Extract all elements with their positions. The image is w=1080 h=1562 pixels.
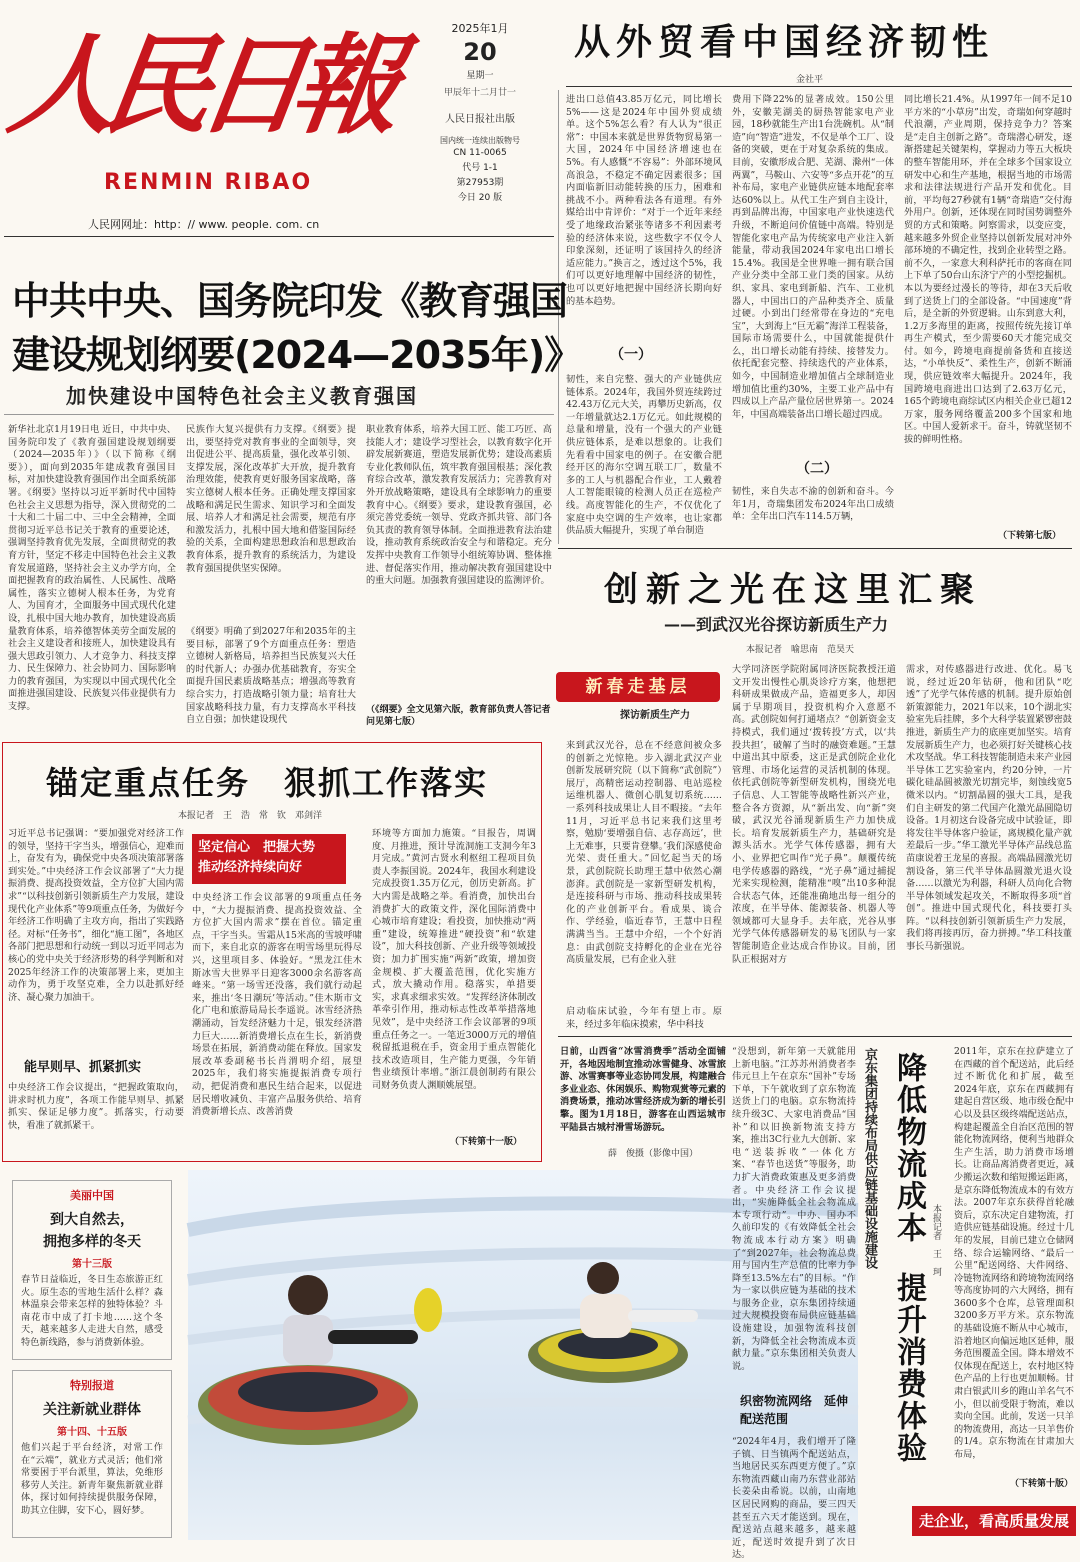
lead-subtitle: 加快建设中国特色社会主义教育强国 [66, 384, 418, 408]
sidebar-box-2[interactable] [12, 1370, 172, 1538]
redbox-byline: 本报记者 王 浩 常 钦 邓剑洋 [178, 811, 323, 821]
lead-col1: 新华社北京1月19日电 近日，中共中央、国务院印发了《教育强国建设规划纲要（2024—2035年）》（以下简称《纲要》），面向到2035年建成教育强国目标，对加快建设教育强国作出全面系统部署。《纲要》坚持以习近平新时代中国特色社会主义思想为指导，深入贯彻党的二十大和二十届二中、三中全会精神，全面贯彻习近平总书记关于教育的重要论述，强调坚持教育优先发展，全面贯彻党的教育方针，坚定不移走中国特色社会主义教育发展道路，坚持社会主义办学方向，全面把握教育的政治属性、人民属性、战略属性，落实立德树人根本任务，为党育人、为国育才，全面服务中国式现代化建设，扎根中国大地办教育，加快建设高质量教育体系，培养德智体美劳全面发展的社会主义建设者和接班人，加快建设具有强大思政引领力、人才竞争力、科技支撑力、民生保障力、社会协同力、国际影响力的教育强国，为实现以中国式现代化全面推进强国建设、民族复兴伟业提供有力支撑。 [8, 424, 176, 713]
date-day: 20 [463, 38, 497, 66]
cn-number: CN 11-0065 [453, 148, 507, 158]
redbox-banner [192, 834, 346, 884]
top-story-col2b: 韧性，来自失志不渝的创新和奋斗。今年1月，奇瑞集团发布2024年出口成绩单：全年出口汽车114.5万辆， [732, 486, 894, 523]
box2-title: 关注新就业群体 [43, 1402, 141, 1418]
footer-banner[interactable]: 走企业，看高质量发展 [912, 1506, 1076, 1536]
publisher: 人民日报社出版 [445, 114, 515, 125]
box2-kicker: 特别报道 [70, 1379, 114, 1392]
logistics-title-2[interactable]: 提升消费体验 [891, 1272, 926, 1464]
new-spring-badge [556, 672, 720, 728]
top-story-col1: 进出口总值43.85万亿元，同比增长5%——这是2024年中国外贸成绩单。这个5%怎么看？有人认为“很正常”：中国本来就是世界货物贸易第一大国，2024年中国经济增速也在5%。有人感慨“不容易”：外部环境风高浪急，不稳定不确定因素很多；国内面临新旧动能转换的压力，困难和挑战不小。两种看法各有道理。有外媒给出中肯评价：“对于一个近年来经受了地缘政治紧张等诸多不利因素考验的经济体来说，这些数字不仅令人印象深刻，还证明了该国持久的经济适应能力。”换言之，透过这个5%，我们可以更好地理解中国经济的韧性，也可以更好地把握中国经济长期向好的基本趋势。 [566, 94, 722, 307]
lead-col3: 职业教育体系，培养大国工匠、能工巧匠、高技能人才；建设学习型社会，以教育数字化开辟发展新赛道，塑造发展新优势；建设高素质专业化教师队伍，筑牢教育强国根基；深化教育综合改革，激发教育发展活力；完善教育对外开放战略策略，建设具有全球影响力的重要教育中心。《纲要》要求，建设教育强国，必须完善党委统一领导、党政齐抓共管、部门各负其责的教育领导体制。全面推进教育法治建设，推动教育系统政治安全与和谐稳定。充分发挥中央教育工作领导小组统筹协调、整体推进、督促落实作用，推动解决教育强国建设中的重大问题。加强教育强国建设的监测评价。 [366, 424, 552, 587]
logistics-continued[interactable]: （下转第十版） [1010, 1479, 1074, 1489]
weekday: 星期一 [466, 71, 494, 81]
logistics-byline: 本报记者 王 珂 [931, 1204, 941, 1276]
box2-text: 他们兴起于平台经济，对常工作在“云端”，就业方式灵活；他们常常要困于平台派里，算法，免维形移劳人关注。新青年聚焦新就业群体，探讨如何持续提供服务保障，助其立住脚，安下心，圆好梦。 [21, 1442, 163, 1516]
section-marker-2: （二） [796, 461, 838, 477]
redbox-col1b: 中央经济工作会议提出，“把握政策取向，讲求时机力度”，各项工作能早则早、抓紧抓实、保证足够力度”。抓落实，行动要快，看准了就抓紧干。 [8, 1082, 184, 1131]
issue-info [430, 20, 530, 203]
logistics-col1: “没想到，新年第一天就能用上新电脑。”江苏苏州消费者李伟元旦上午在京东“国补”专场下单，下午就收到了京东物流送货上门的电脑。京东物流持续升级3C、大家电消费品“国补”和以旧换新物流支持方案，推出3C行业九大创新、家电“送装拆收”一体化方案、“春节也送货”等服务，助力扩大消费政策惠及更多消费者。中央经济工作会议提出，“实施降低全社会物流成本专项行动”。中办、国办不久前印发的《有效降低全社会物流成本行动方案》明确了“到2027年，社会物流总费用与国内生产总值的比率力争降至13.5%左右”的目标。“作为一家以供应链为基础的技术与服务企业，京东集团持续通过大规模投资布局供应链基础设施建设，加强物流科技创新，为降低全社会物流成本贡献力量。”京东集团相关负责人说。 [732, 1046, 856, 1372]
redbox-col2: 中央经济工作会议部署的9项重点任务中，“大力提振消费、提高投资效益、全方位扩大国内需求”摆在首位。锚定重点，干字当头。雪霜从15米高的雪坡呼啸而下，来自北京的游客在明雪场里玩得尽兴，这里项目多、体验好。“黑龙江佳木斯冰雪大世界平日迎客3000余名游客高峰来。“第一场雪还没落，我们就行动起来，推出‘冬日潮玩’等活动。”佳木斯市文化广电和旅游局局长李遥说。冰雪经济热潮涌动，旨发经济魅力十足，银发经济潜力巨大……新消费增长点在生长，新消费场景在拓展，新消费动能在释放。国家发展改革委副秘书长肖渭明介绍，展望2025年，我们将实施提振消费专项行动，把促消费和惠民生结合起来，以促进居民增收减负、丰富产品服务供给、培育消费新增长点、改善消费 [192, 892, 362, 1118]
lead-title-line2[interactable]: 建设规划纲要(2024—2035年)》 [12, 333, 582, 377]
badge-title: 新春走基层 [556, 672, 720, 702]
issn-label: 国内统一连续出版物号 [440, 136, 520, 145]
top-story-title[interactable]: 从外贸看中国经济韧性 [574, 22, 995, 63]
box1-kicker: 美丽中国 [70, 1189, 114, 1202]
logistics-kicker: 京东集团持续布局供应链基础设施建设 [862, 1048, 877, 1269]
top-story-continued[interactable]: （下转第七版） [998, 531, 1062, 541]
redbox-subhead: 能早则早、抓紧抓实 [24, 1060, 142, 1075]
section-marker-1: （一） [610, 347, 652, 363]
code: 代号 1-1 [462, 163, 498, 173]
badge-subtitle: 探访新质生产力 [620, 710, 690, 721]
photo-caption: 日前，山西省“冰雪消费季”活动全面铺开，各地因地制宜推动冰雪健身、冰雪旅游、冰雪赛事等业态协同发展，构建融合多业业态、休闲娱乐、购物观赏等元素的消费场景，推动冰雪经济成为新的增长引擎。图为1月18日，游客在山西运城市平陆县古城村滑雪场游玩。 [560, 1046, 726, 1133]
logistics-col2: 2011年，京东在拉萨建立了在西藏的首个配送站，此后经过不断优化和扩展，截至2024年底，京东在西藏拥有建起自营区级、地市级仓配中心以及县区级终端配送站点，构建起覆盖全自治区范围的智能化物流网络，便利当地群众生产生活，助力消费市场增长。让商品离消费者更近，减少搬运次数和缩短搬运距离，是京东降低物流成本的有效方法。2007年京东获得首轮融资后，京东决定自建物流，打造供应链基础设施。经过十几年的发展，目前已建立仓储网络、综合运输网络、“最后一公里”配送网络、大件网络、冷链物流网络和跨境物流网络等高度协同的六大网络，拥有3600多个仓库，总管理面积3200多万平方米。京东物流的基础设施不断从中心城市，沿着地区向偏远地区延伸，服务范围覆盖全国。降本增效不仅体现在配送上，农村地区特色产品的上行也更加顺畅。甘肃白银武川乡的跑山羊名气不小，但以前受限于物流，难以卖向全国。此前，发送一只羊的物流费用，高达一只羊售价的1/4。京东物流在甘肃加大布局， [954, 1046, 1074, 1460]
innovation-col1: 来到武汉光谷，总在不经意间被众多的创新之光惊艳。步入湖北武汉产业创新发展研究院（以下简称“武创院”）展厅，高精密运动控制器、电站巡检运维机器人、微创心肌复切系统……一系列科技成果让人目不暇接。“去年11月，习近平总书记来我们这里考察，勉励‘要增强自信、志存高远’，世上无难事，只要肯登攀。’我们深感使命光荣、责任重大。”回忆起当天的场景，武创院院长助理王慧中依然心潮澎湃。武创院是一家新型研发机构，是连接科研与市场、推动科技成果转化的产业创新平台。看成果、谈合作、学经验，临近春节，王慧中日程满满当当。王慧中介绍，一个个好消息：由武创院支持孵化的企业在光谷高质量发展，已有企业入驻 [566, 740, 722, 966]
box1-title-2: 拥抱多样的冬天 [43, 1234, 141, 1250]
top-story-col1b: 韧性，来自完整、强大的产业链供应链体系。2024年，我国外贸连续跨过42.43万亿元大关，再攀历史新高，仅一年增量就达2.1万亿元。如此规模的总量和增量，没有一个强大的产业链供应链体系，是难以想象的。让我们先看看中国家电的例子。在安徽合肥经开区的海尔空调互联工厂，数量不多的工人与机器配合作业，工人戴着人工智能眼镜的检测人员正在巡检产线。高度智能化的生产，不仅优化了家庭中央空调的生产效率，也让家都供品质大幅提升，实现了单台制造 [566, 374, 722, 537]
innovation-col1b: 启动临床试验，今年有望上市。原来，经过多年临床摸索，华中科技 [566, 1006, 722, 1030]
logistics-subhead: 织密物流网络 延伸配送范围 [740, 1394, 849, 1426]
innovation-subtitle: ——到武汉光谷探访新质生产力 [664, 615, 889, 634]
photo-credit: 薛 俊摄（影像中国） [608, 1149, 699, 1159]
box2-page: 第十四、十五版 [57, 1427, 127, 1438]
redbox-col1: 习近平总书记强调：“要加强党对经济工作的领导，坚持干字当头，增强信心，迎难而上，奋发有为，确保党中央各项决策部署落到实处。”中央经济工作会议部署了“大力提振消费、提高投资效益，全方位扩大国内需求”“以科技创新引领新质生产力发展，建设现代化产业体系”等9项重点任务，为做好今年经济工作明确了主攻方向，指出了实践路径。对标“任务书”，细化“施工图”，各地区各部门把思想和行动统一到以习近平同志为核心的党中央关于经济形势的科学判断和对2025年经济工作的决策部署上来，更加主动作为，勇于攻坚克难，全力以赴抓好经济、凝心聚力加油干。 [8, 828, 184, 1003]
innovation-byline: 本报记者 喻思南 范昊天 [746, 645, 855, 655]
box1-page: 第十三版 [72, 1259, 112, 1270]
innovation-title[interactable]: 创新之光在这里汇聚 [604, 570, 982, 610]
lunar-date: 甲辰年十二月廿一 [443, 88, 516, 98]
newspaper-logo: 人民日報 [1, 23, 396, 149]
lead-title-line1[interactable]: 中共中央、国务院印发《教育强国 [12, 279, 568, 323]
top-story-col2: 费用下降22%的显著成效。150公里外，安徽芜湖美的厨热智能家电产业园，18秒就能生产出1台洗碗机。从“制造”向“智造”进发，不仅是单个工厂、设备的突破，更在于对复杂系统的集成。目前，安徽形成合肥、芜湖、滁州“一体两翼”，马鞍山、六安等“多点开花”的互补布局，家电产业链供应链本地配套率达60%以上。从代工生产到自主设计，再到品牌出海，中国家电产业快速迭代升级，不断追问价值链中高端。特别是智能化家电产品为传统家电产业注入新能量，带动我国2024年家电出口增长15.4%。我国是全世界唯一拥有联合国产业分类中全部工业门类的国家。从纺织、家具、家电到新船、汽车、工业机器人，中国出口的产品种类齐全、质量过硬。小到出门经常带在身边的“充电宝”，大到海上“巨无霸”海洋工程装备，国际市场需要什么，中国就能提供什么，出口增长动能有持续、接替发力。依托配套完整、持续迭代的产业体系，如今，中国制造业增加值占全球制造业增加值比重约30%，主要工业产品中有四成以上产品产量位居世界第一。2024年，中国高端装备出口增长超过四成。 [732, 94, 894, 420]
innovation-col2: 大学同济医学院附属同济医院教授汪道文开发出慢性心肌炎诊疗方案，他想把科研成果做成产品，造福更多人，却因属于早期项目，投资机构介入意愿不高。武创院如何打通堵点？“创新资金支持模式，我们通过‘拨转投’方式，以‘共投共担’，破解了当时的融资难题。”王慧中道出其中原委，这正是武创院企业化管理、市场化运营的灵活机制的体现。依托武创院等新型研发机构，围绕光电子信息、人工智能等战略性新兴产业，整合各方资源，从“新出发、向“新”突破，武汉光谷涌现新质生产力加快成长。培育发展新质生产力，基础研究是源头活水。光学气体传感器，拥有大小、业界把它叫作“光子鼻”。颠覆传统电学传感器的路线，“光子鼻”通过捕捉光来实现检测，能精准“嗅”出10多种混合状态气体，还能准确地出每一组分的浓度，在半导体、能源装备、机器人等领域都可大显身手。去年底，光谷从事光学气体传感器研发的易飞团队与一家智能制造企业达成合作协议。目前，团队正根据对方 [732, 664, 896, 965]
box1-text: 春节日益临近，冬日生态旅游正红火。原生态的雪地生活什么样？森林温泉会带来怎样的独特体验？斗南花市中成了打卡地……这个冬天，越来越多人走进大自然，感受特色新线路，参与消费新体验。 [21, 1274, 163, 1348]
box1-title-1: 到大自然去， [50, 1212, 134, 1228]
logistics-col1b: “2024年4月，我们增开了隆子镇、日当镇两个配送站点，当地居民买东西更方便了。”京东物流西藏山南乃东营业部站长姜朵由希说。以前，山南地区居民网购的商品，要三四天甚至五六天才能送到。现在，配送站点越来越多，越来越近，配送时效提升到了次日达。 [732, 1436, 856, 1561]
banner-line2: 推动经济持续向好 [198, 860, 303, 875]
redbox-continued[interactable]: （下转第十一版） [450, 1137, 523, 1147]
logistics-title-1[interactable]: 降低物流成本 [891, 1052, 926, 1244]
date-month: 2025年1月 [451, 22, 509, 35]
banner-line1: 坚定信心 把握大势 [198, 840, 316, 855]
redbox-col3: 环境等方面加力施策。“目报告，周调度、月推进，预计导流洞施工支洞今年3月完成。”黄河古贤水利枢纽工程项目负责人李振国说。2024年，我国水利建设完成投资1.35万亿元，创历史新高。扩大内需是战略之举。看消费，加快出台消费扩大的政策文件，深化国际消费中心城市培育建设；看投资，加快推动“两重”建设，统筹推进“硬投资”和“软建设”，加大科技创新、产业升级等领域投资；加力扩围实施“两新”政策，增加资金规模、扩大覆盖范围，优化实施方式，放大撬动作用。稳落实，单措要实，求真求细求实效。“发挥经济体制改革牵引作用，推动标志性改革举措落地见效”，是中央经济工作会议部署的9项重点任务之一。一笔近3000万元的增值税留抵退税在手，资金用于重点智能化技术改造项目，生产能力更强，今年销售业绩预计率增。”浙江晨创制药有限公司财务负责人渊顺姚展望。 [372, 828, 536, 1091]
page-count: 今日 20 版 [457, 193, 503, 203]
top-story-col3: 同比增长21.4%。从1997年一间不足10平方米的“小草房”出发，奇瑞如何穿越时代浪潮，产业周期，保持竞争力？答案是“走自主创新之路”。奇瑞潜心研发，逐渐搭建起关键架构，掌握动力等五大板块的整车智能用环，并在全球多个国家设立研发中心和生产基地，根据当地的市场需求和法律法规进行产品开发和优化。目前，平均每27秒就有1辆“奇瑞造”交付海外用户。创新，还体现在同时国势调整外贸的方式和策略。阿察需求，以变应变，越来越多外贸企业坚持以创新发展对冲外部环境的不确定性，找到企业转型之路。前不久，一家意大利科萨托市的客商在同上下单了50台山东济宁产的小型挖掘机。本以为要经过漫长的等待，却在3天后收到了送货上门的全部设备。“中国速度”背后，是全新的外贸逻辑。山东到意大利，1.2万多海里的距离，按照传统先接订单再生产模式，至少需要60天才能完成交付。如今，跨境电商提前备货和直接送达，“小单快反”、柔性生产，创新不断涌现，供应链效率大幅提升。2024年，我国跨境电商进出口达到了2.63万亿元，165个跨境电商综试区内相关企业已超12万家，服务网络覆盖200多个国家和地区。中国人爱新求干。奋斗，铸就坚韧不拔的鲜明性格。 [904, 94, 1072, 446]
top-story-author: 金社平 [796, 75, 824, 85]
lead-col2: 民族作大复兴提供有力支撑。《纲要》提出，要坚持党对教育事业的全面领导，突出促进公平、提高质量，强化改革引领、支撑发展，深化改革扩大开放，提升教育治理效能，使教育更好服务国家战略，落实立德树人根本任务。正确处理支撑国家战略和满足民生需求、知识学习和全面发展、培养人才和满足社会需要，规范有序和激发活力，扎根中国大地和借鉴国际经验的关系，全面构建思想政治和思想政治教育体系，提升教育的系统活力，为建设教育强国提供坚实保障。 [186, 424, 356, 574]
sidebar-box-1[interactable] [12, 1180, 172, 1360]
redbox-title[interactable]: 锚定重点任务 狠抓工作落实 [46, 764, 489, 802]
innovation-col3: 需求，对传感器进行改进、优化。易飞说，经过近20年钻研，他和团队“吃透”了光学气体传感的机制。提升原始创新策源能力，2021年以来，10个湖北实验室先后挂牌，多个大科学装置紧锣密鼓推进，新质生产力的底座更加坚实。培育发展新质生产力，也必须打好关键核心技术攻坚战。华工科技智能制造未来产业园半导体工艺实验室内，约20分钟，一片碳化硅晶圆被激光切割完毕，刻蚀线宽5微米以内。“切割晶圆的强大工具，是我们自主研发的第二代国产化激光晶圆隐切设备。1月初这台设备完成中试验证，即将发往半导体客户验证，离规模化量产就差最后一步。”华工激光半导体产品线总监苗康说着王龙星的喜报。高端晶圆激光切割设备，第三代半导体晶圆激光退火设备……以激光为利器，科研人员向化合物半导体领域发起攻关，不断取得多项“首创”。推进中国式现代化，科技要打头阵。“以科技创新引领新质生产力发展，我们将再接再厉，奋力拼搏。”华工科技董事长马新强说。 [906, 664, 1072, 953]
website-line[interactable]: 人民网网址：http：// www. people. com. cn [88, 218, 320, 231]
lead-col2b: 《纲要》明确了到2027年和2035年的主要目标，部署了9个方面重点任务：塑造立德树人新格局，培养担当民族复兴大任的时代新人；办强办优基础教育，夯实全面提升国民素质战略基点；增强高等教育综合实力，打造战略引领力量；培育壮大国家战略科技力量，有力支撑高水平科技自立自强；加快建设现代 [186, 626, 356, 726]
roman-title: RENMIN RIBAO [104, 170, 313, 195]
lead-note[interactable]: （《纲要》全文见第六版，教育部负责人答记者问见第七版） [366, 705, 551, 727]
issue-number: 第27953期 [456, 178, 504, 188]
